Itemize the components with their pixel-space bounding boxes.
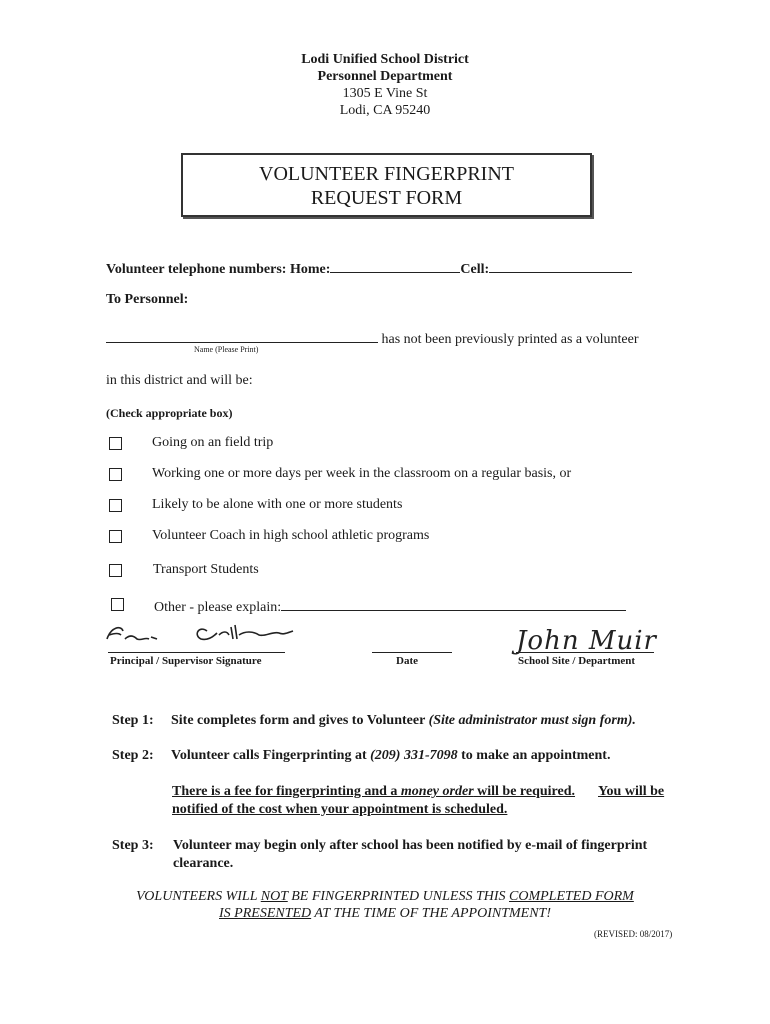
to-personnel: To Personnel: [106,292,189,307]
district-line: in this district and will be: [106,373,253,388]
option-alone: Likely to be alone with one or more students [152,497,403,512]
option-transport: Transport Students [153,562,259,577]
city-address: Lodi, CA 95240 [339,103,431,118]
department-name: Personnel Department [317,69,453,84]
step3-label: Step 3: [112,838,154,853]
form-title-box [181,153,592,217]
site-handwritten: John Muir [516,626,657,656]
step2-phone: (209) 331-7098 [370,748,458,763]
other-explain-field[interactable] [281,596,626,611]
warning-line1 [0,889,770,905]
fee-notice-line2: notified of the cost when your appointment is scheduled. [172,802,508,817]
coach-checkbox[interactable] [109,530,122,543]
option-coach: Volunteer Coach in high school athletic programs [152,528,430,543]
option-other [154,596,626,616]
cell-label: Cell: [460,262,490,277]
classroom-checkbox[interactable] [109,468,122,481]
field-trip-checkbox[interactable] [109,437,122,450]
home-phone-field[interactable] [330,258,460,273]
fee-b: will be required. [473,784,576,799]
name-row-suffix: has not been previously printed as a volunteer [381,332,639,347]
step1-label: Step 1: [112,713,154,728]
date-label: Date [396,655,418,667]
step1-note: (Site administrator must sign form). [428,713,636,728]
option-field-trip: Going on an field trip [152,435,274,450]
option-other-label: Other - please explain: [154,600,282,615]
fee-money-order: money order [400,784,474,799]
alone-checkbox[interactable] [109,499,122,512]
principal-signature-line[interactable] [108,652,285,653]
revised-date: (REVISED: 08/2017) [594,929,673,939]
principal-signature-scrawl [103,617,303,649]
fee-notice-line1 [172,784,575,800]
step2-text [171,748,610,764]
warning-completed: COMPLETED FORM [509,889,634,904]
name-row [106,328,638,348]
warning-not: NOT [260,889,288,904]
form-title-line1: VOLUNTEER FINGERPRINT [259,163,514,185]
district-name: Lodi Unified School District [301,52,469,67]
check-note: (Check appropriate box) [106,406,233,420]
fee-c: You will be [598,784,665,799]
step1-main: Site completes form and gives to Volunteer [171,713,429,728]
volunteer-name-field[interactable] [106,328,378,343]
site-line[interactable] [516,652,654,653]
step1-text [171,713,636,729]
step2-end: to make an appointment. [457,748,611,763]
warning-line2 [0,906,770,922]
form-title-line2: REQUEST FORM [310,187,463,209]
date-line[interactable] [372,652,452,653]
step3-line1: Volunteer may begin only after school has been notified by e-mail of fingerprint [173,838,648,853]
warning-b: BE FINGERPRINTED UNLESS THIS [287,889,509,904]
name-caption: Name (Please Print) [194,345,259,354]
step3-line2: clearance. [173,856,234,871]
other-checkbox[interactable] [111,598,124,611]
step2-main: Volunteer calls Fingerprinting at [171,748,371,763]
step2-label: Step 2: [112,748,154,763]
warning-a: VOLUNTEERS WILL [136,889,261,904]
principal-signature-label: Principal / Supervisor Signature [110,655,262,667]
fee-a: There is a fee for fingerprinting and a [172,784,401,799]
option-classroom: Working one or more days per week in the classroom on a regular basis, or [152,466,572,481]
home-label: Home: [289,262,331,277]
cell-phone-field[interactable] [489,258,632,273]
warning-presented: IS PRESENTED [219,906,312,921]
phone-label: Volunteer telephone numbers: [106,262,287,277]
phone-row [106,258,632,278]
warning-d: AT THE TIME OF THE APPOINTMENT! [311,906,551,921]
site-label: School Site / Department [518,655,636,667]
district-header [0,51,770,119]
street-address: 1305 E Vine St [342,86,428,101]
transport-checkbox[interactable] [109,564,122,577]
